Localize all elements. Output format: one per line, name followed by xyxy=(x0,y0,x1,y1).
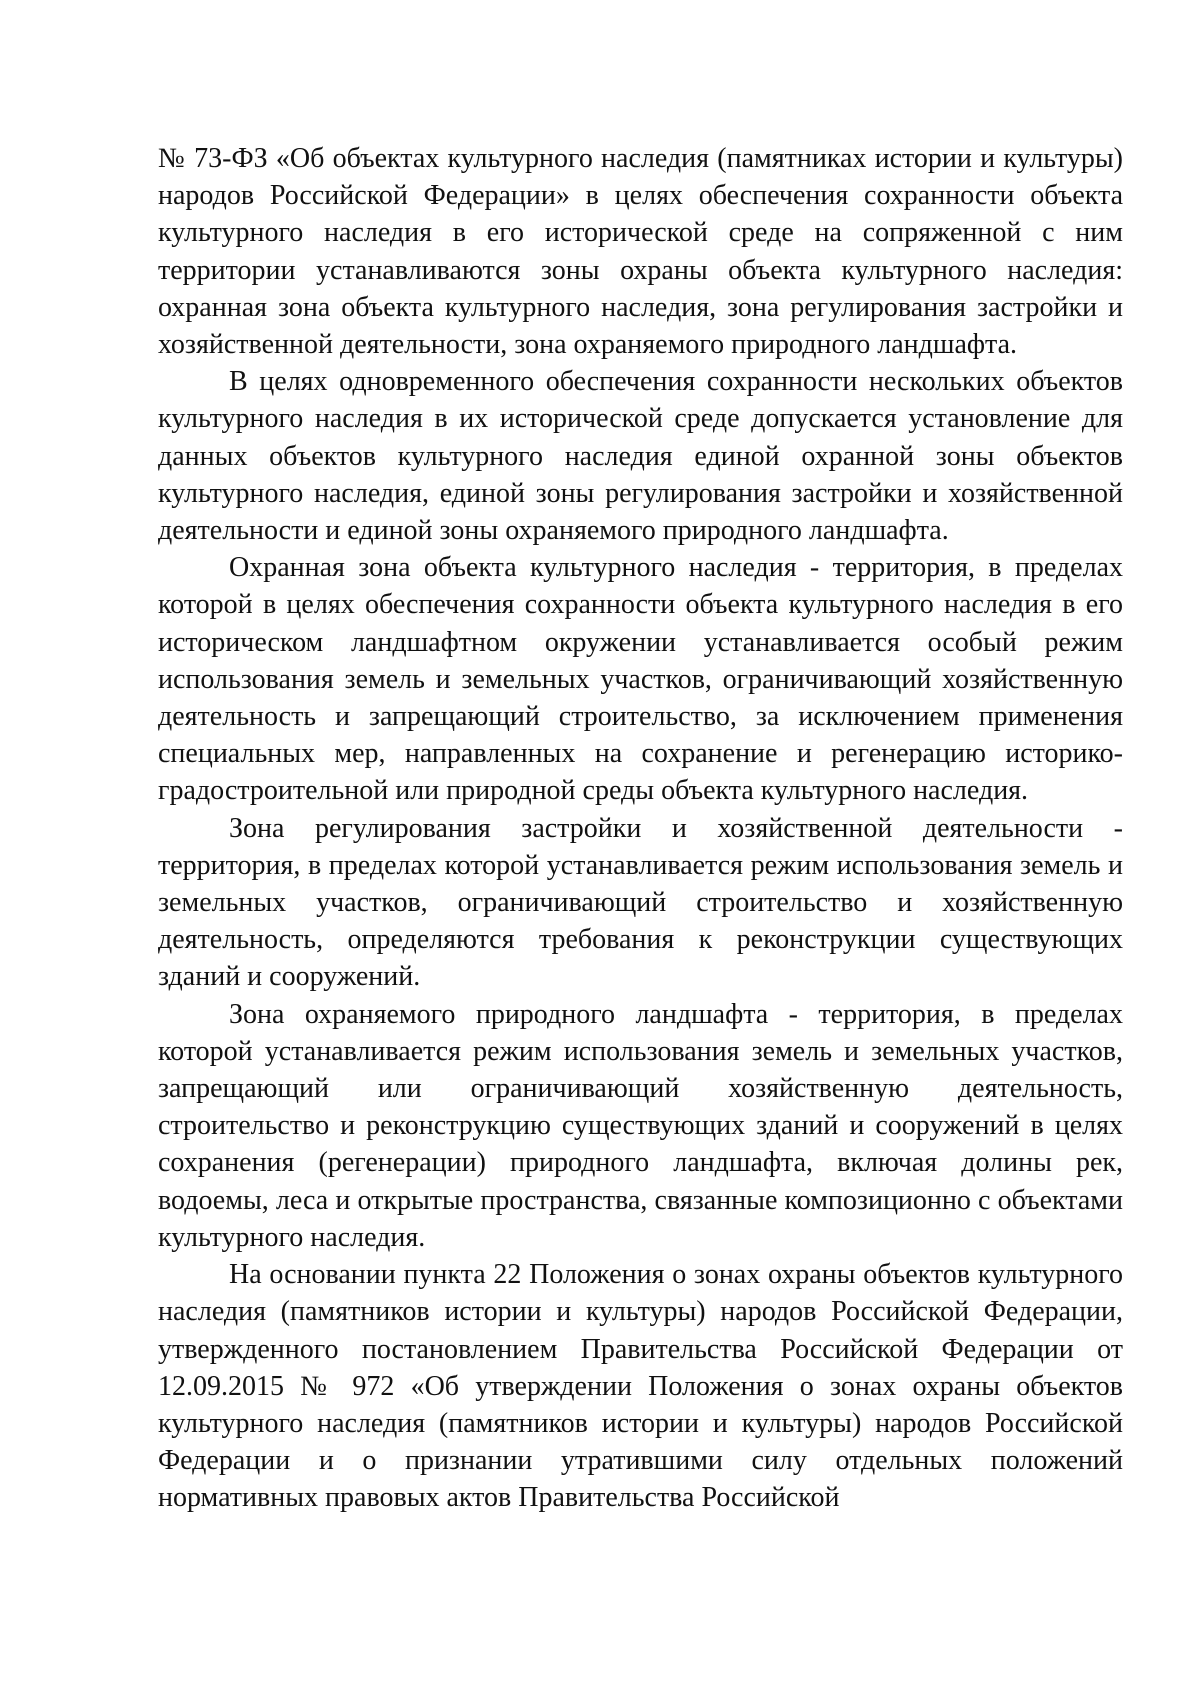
paragraph-unified-zones: В целях одновременного обеспечения сохранности нескольких объектов культурного наследия в их исторической среде допускается установление для данных объектов культурного наследия единой охранной зоны объектов культурного наследия, единой зоны регулирования застройки и хозяйственной деятельности и единой зоны охраняемого природного ландшафта. xyxy=(158,366,1123,547)
paragraph-natural-landscape-zone: Зона охраняемого природного ландшафта - территория, в пределах которой устанавливается режим использования земель и земельных участков, запрещающий или ограничивающий хозяйственную деятельность, строительство и реконструкцию существующих зданий и сооружений в целях сохранения (регенерации) природного ландшафта, включая долины рек, водоемы, леса и открытые пространства, связанные композиционно с объектами культурного наследия. xyxy=(158,998,1123,1253)
document-page xyxy=(158,140,1123,1517)
paragraph-protection-zone: Охранная зона объекта культурного наследия - территория, в пределах которой в целях обеспечения сохранности объекта культурного наследия в его историческом ландшафтном окружении устанавливается особый режим использования земель и земельных участков, ограничивающий хозяйственную деятельность и запрещающий строительство, за исключением применения специальных мер, направленных на сохранение и регенерацию историко-градостроительной или природной среды объекта культурного наследия. xyxy=(158,552,1123,807)
paragraph-law-reference: № 73-ФЗ «Об объектах культурного наследия (памятниках истории и культуры) народов Российской Федерации» в целях обеспечения сохранности объекта культурного наследия в его исторической среде на сопряженной с ним территории устанавливаются зоны охраны объекта культурного наследия: охранная зона объекта культурного наследия, зона регулирования застройки и хозяйственной деятельности, зона охраняемого природного ландшафта. xyxy=(158,143,1123,361)
paragraph-development-regulation-zone: Зона регулирования застройки и хозяйственной деятельности - территория, в пределах которой устанавливается режим использования земель и земельных участков, ограничивающий строительство и хозяйственную деятельность, определяются требования к реконструкции существующих зданий и сооружений. xyxy=(158,812,1123,993)
paragraph-regulation-basis: На основании пункта 22 Положения о зонах охраны объектов культурного наследия (памятников истории и культуры) народов Российской Федерации, утвержденного постановлением Правительства Российской Федерации от 12.09.2015 № 972 «Об утверждении Положения о зонах охраны объектов культурного наследия (памятников истории и культуры) народов Российской Федерации и о признании утратившими силу отдельных положений нормативных правовых актов Правительства Российской xyxy=(158,1259,1123,1514)
